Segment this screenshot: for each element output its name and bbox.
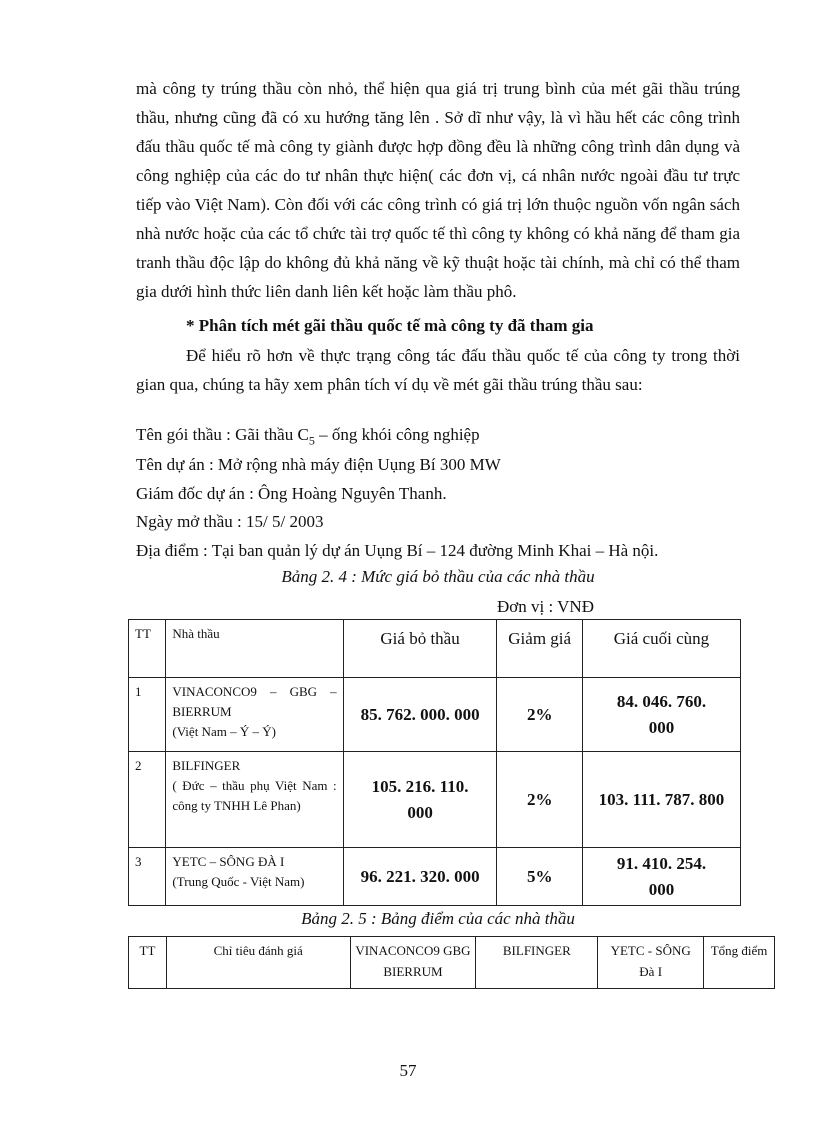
project-name-line: Tên dự án : Mở rộng nhà máy điện Uụng Bí 300 MW [136,455,501,474]
row-tt: 2 [129,752,166,848]
row-tt: 1 [129,678,166,752]
row-bid-price: 105. 216. 110. 000 [343,752,497,848]
package-name-line [136,421,746,454]
header-criteria: Chỉ tiêu đánh giá [166,937,350,989]
bidder-name: VINACONCO9 – GBG –BIERRUM [172,684,337,719]
bidder-note: (Trung Quốc - Việt Nam) [172,874,305,889]
bid-price-table [128,619,741,906]
row-discount: 2% [497,752,582,848]
table-header-row [129,937,775,989]
table4-caption: Bảng 2. 4 : Mức giá bỏ thầu của các nhà thầu [281,567,595,586]
row-bidder [166,752,343,848]
section-heading: * Phân tích mét gãi thầu quốc tế mà công ty đã tham gia [186,316,594,335]
table-header-row [129,620,741,678]
header-final-price: Giá cuối cùng [582,620,740,678]
row-final-price: 103. 111. 787. 800 [582,752,740,848]
row-bid-price: 96. 221. 320. 000 [343,848,497,906]
location-line: Địa điểm : Tại ban quản lý dự án Uụng Bí – 124 đường Minh Khai – Hà nội. [136,541,659,560]
bidder-note: (Việt Nam – Ý – Ý) [172,724,276,739]
table-row [129,678,741,752]
bidder-name: BILFINGER [172,758,241,773]
table5-caption: Bảng 2. 5 : Bảng điểm của các nhà thầu [301,909,575,928]
body-paragraph-1: mà công ty trúng thầu còn nhỏ, thể hiện qua giá trị trung bình của mét gãi thầu trúng thầu, nhưng cũng đã có xu hướng tăng lên . Sở dĩ như vậy, là vì hầu hết các công trình đấu thầu quốc tế mà công ty giành được hợp đồng đều là những công trình dân dụng và công nghiệp của các do tư nhân thực hiện( các đơn vị, cá nhân nước ngoài đầu tư trực tiếp vào Việt Nam). Còn đối với các công trình có giá trị lớn thuộc nguồn vốn ngân sách nhà nước hoặc của các tổ chức tài trợ quốc tế thì công ty không có khả năng để tham gia tranh thầu độc lập do không đủ khả năng về kỹ thuật hoặc tài chính, mà chỉ có thể tham gia dưới hình thức liên danh liên kết hoặc làm thầu phô. [136,79,740,301]
bidder-name: YETC – SÔNG ĐÀ I [172,854,285,869]
package-name-prefix: Tên gói thầu : Gãi thầu C [136,425,309,444]
project-director-line: Giám đốc dự án : Ông Hoàng Nguyên Thanh. [136,484,447,503]
row-final-price: 84. 046. 760. 000 [582,678,740,752]
row-bidder [166,678,343,752]
header-discount: Giảm giá [497,620,582,678]
row-discount: 5% [497,848,582,906]
bidder-note: ( Đức – thầu phụ Việt Nam : công ty TNHH Lê Phan) [172,778,337,813]
table-row [129,848,741,906]
header-total: Tổng điểm [704,937,775,989]
header-tt: TT [129,937,167,989]
row-final-price: 91. 410. 254. 000 [582,848,740,906]
body-paragraph-2: Để hiểu rõ hơn về thực trạng công tác đấu thầu quốc tế của công ty trong thời gian qua, chúng ta hãy xem phân tích ví dụ về mét gãi thầu trúng thầu sau: [136,346,740,394]
header-bid-price: Giá bỏ thầu [343,620,497,678]
row-bid-price: 85. 762. 000. 000 [343,678,497,752]
table-row [129,752,741,848]
header-yetc: YETC - SÔNG Đà I [598,937,704,989]
row-tt: 3 [129,848,166,906]
header-bidder: Nhà thầu [166,620,343,678]
package-name-suffix: – ống khói công nghiệp [314,425,480,444]
table4-unit: Đơn vị : VNĐ [497,597,594,616]
header-tt: TT [129,620,166,678]
row-discount: 2% [497,678,582,752]
row-bidder [166,848,343,906]
score-table [128,936,775,989]
opening-date-line: Ngày mở thầu : 15/ 5/ 2003 [136,512,324,531]
header-vinaconco: VINACONCO9 GBG BIERRUM [350,937,476,989]
package-name-subscript: 5 [308,433,315,448]
page-number: 57 [399,1061,417,1080]
header-bilfinger: BILFINGER [476,937,598,989]
